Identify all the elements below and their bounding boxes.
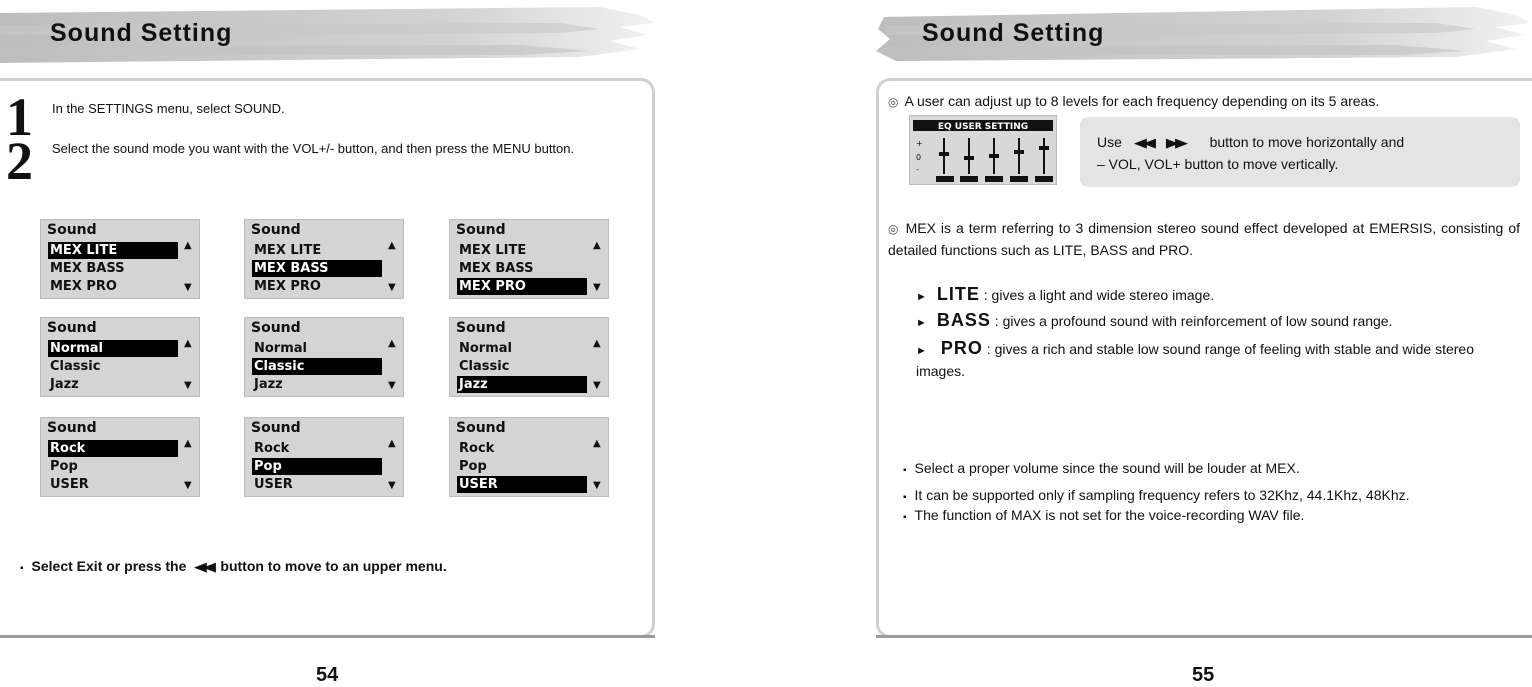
lcd-title: Sound bbox=[251, 420, 301, 436]
bullet-square-icon: ▪ bbox=[903, 465, 907, 476]
circle-bullet-icon: ◎ bbox=[888, 222, 900, 236]
lcd-screen bbox=[244, 317, 404, 397]
lcd-item-selected: Normal bbox=[48, 340, 178, 357]
scroll-up-icon: ▲ bbox=[388, 338, 396, 349]
scroll-up-icon: ▲ bbox=[184, 438, 192, 449]
scroll-up-icon: ▲ bbox=[593, 338, 601, 349]
scroll-down-icon: ▼ bbox=[593, 380, 601, 391]
lcd-item: USER bbox=[254, 477, 293, 492]
lcd-screen bbox=[449, 317, 609, 397]
eq-sliders-graphic bbox=[910, 116, 1056, 184]
section-header bbox=[876, 3, 1532, 67]
exit-note bbox=[20, 558, 447, 575]
mode-lite-desc: : gives a light and wide stereo image. bbox=[983, 287, 1215, 303]
lcd-item-selected: Classic bbox=[252, 358, 382, 375]
lcd-title: Sound bbox=[456, 222, 506, 238]
mode-bass-desc: : gives a profound sound with reinforcement of low sound range. bbox=[994, 313, 1393, 329]
svg-text:-: - bbox=[916, 165, 919, 174]
scroll-down-icon: ▼ bbox=[388, 380, 396, 391]
svg-text:0: 0 bbox=[916, 153, 922, 162]
arrow-bullet-icon: ► bbox=[916, 291, 927, 303]
lcd-screen bbox=[449, 417, 609, 497]
scroll-down-icon: ▼ bbox=[184, 480, 192, 491]
lcd-title: Sound bbox=[47, 320, 97, 336]
lcd-title: Sound bbox=[456, 420, 506, 436]
lcd-item: Classic bbox=[50, 359, 101, 374]
intro-text-body: A user can adjust up to 8 levels for each frequency depending on its 5 areas. bbox=[904, 93, 1380, 109]
scroll-up-icon: ▲ bbox=[593, 438, 601, 449]
note-1-text: Select a proper volume since the sound will be louder at MEX. bbox=[914, 460, 1300, 476]
scroll-up-icon: ▲ bbox=[388, 240, 396, 251]
lcd-item: Jazz bbox=[254, 377, 283, 392]
note-1 bbox=[903, 459, 1300, 480]
page-55 bbox=[766, 0, 1532, 686]
lcd-screen bbox=[244, 219, 404, 299]
page-number: 55 bbox=[1192, 664, 1215, 686]
lcd-item: Rock bbox=[254, 441, 290, 456]
lcd-item-selected: Pop bbox=[252, 458, 382, 475]
lcd-item: USER bbox=[50, 477, 89, 492]
scroll-down-icon: ▼ bbox=[184, 282, 192, 293]
lcd-screen bbox=[40, 317, 200, 397]
bullet-square-icon: ▪ bbox=[903, 512, 907, 523]
note-2 bbox=[903, 486, 1410, 507]
page-title: Sound Setting bbox=[50, 19, 233, 47]
previous-track-icon: ◀◀ bbox=[1133, 135, 1152, 150]
lcd-item-selected: Jazz bbox=[457, 376, 587, 393]
mode-pro-desc: : gives a rich and stable low sound range of feeling with stable and wide stereo images. bbox=[916, 341, 1474, 379]
lcd-item: MEX BASS bbox=[459, 261, 534, 276]
note-3-text: The function of MAX is not set for the voice-recording WAV file. bbox=[914, 507, 1305, 523]
scroll-up-icon: ▲ bbox=[184, 240, 192, 251]
info-line-2: – VOL, VOL+ button to move vertically. bbox=[1097, 156, 1339, 172]
navigation-info-box bbox=[1080, 117, 1520, 187]
exit-note-text-start: Select Exit or press the bbox=[31, 558, 187, 574]
mex-description-text: MEX is a term referring to 3 dimension stereo sound effect developed at EMERSIS, consisting of detailed functions such as LITE, BASS and PRO. bbox=[888, 220, 1520, 258]
page-title: Sound Setting bbox=[922, 19, 1105, 47]
step-2-text: Select the sound mode you want with the VOL+/- button, and then press the MENU button. bbox=[52, 141, 575, 156]
page-54 bbox=[0, 0, 766, 686]
mode-lite-name: LITE bbox=[936, 284, 980, 304]
note-2-text: It can be supported only if sampling frequency refers to 32Khz, 44.1Khz, 48Khz. bbox=[914, 487, 1410, 503]
lcd-title: Sound bbox=[456, 320, 506, 336]
circle-bullet-icon: ◎ bbox=[888, 95, 899, 109]
arrow-bullet-icon: ► bbox=[916, 317, 927, 329]
lcd-item: Classic bbox=[459, 359, 510, 374]
scroll-up-icon: ▲ bbox=[184, 338, 192, 349]
eq-screen-label: EQ USER SETTING bbox=[937, 122, 1029, 132]
lcd-item: Pop bbox=[459, 459, 487, 474]
lcd-item: Rock bbox=[459, 441, 495, 456]
lcd-title: Sound bbox=[47, 420, 97, 436]
lcd-item: MEX PRO bbox=[50, 279, 117, 294]
note-3 bbox=[903, 506, 1304, 527]
intro-text bbox=[888, 91, 1379, 112]
info-line-1-text: button to move horizontally and bbox=[1209, 134, 1405, 150]
mode-pro-name: PRO bbox=[940, 338, 983, 358]
scroll-down-icon: ▼ bbox=[184, 380, 192, 391]
section-header bbox=[0, 3, 660, 67]
scroll-down-icon: ▼ bbox=[388, 282, 396, 293]
scroll-up-icon: ▲ bbox=[388, 438, 396, 449]
lcd-title: Sound bbox=[251, 222, 301, 238]
lcd-item-selected: MEX BASS bbox=[252, 260, 382, 277]
lcd-item: Pop bbox=[50, 459, 78, 474]
lcd-item: Normal bbox=[459, 341, 512, 356]
mex-description bbox=[888, 218, 1520, 261]
lcd-item: Jazz bbox=[50, 377, 79, 392]
lcd-item: MEX LITE bbox=[254, 243, 322, 258]
lcd-screen bbox=[244, 417, 404, 497]
info-use-word: Use bbox=[1097, 134, 1122, 150]
info-line-1 bbox=[1097, 133, 1404, 152]
lcd-item: MEX BASS bbox=[50, 261, 125, 276]
mode-bass-name: BASS bbox=[936, 310, 991, 330]
scroll-down-icon: ▼ bbox=[388, 480, 396, 491]
bullet-square-icon: ▪ bbox=[20, 563, 24, 574]
scroll-up-icon: ▲ bbox=[593, 240, 601, 251]
previous-track-icon: ◀◀ bbox=[194, 559, 213, 574]
next-track-icon: ▶▶ bbox=[1165, 135, 1184, 150]
bullet-square-icon: ▪ bbox=[903, 492, 907, 503]
mode-bass bbox=[916, 310, 1392, 333]
lcd-item-selected: USER bbox=[457, 476, 587, 493]
step-number-1: 1 bbox=[6, 87, 33, 147]
lcd-screen bbox=[40, 219, 200, 299]
lcd-screen bbox=[40, 417, 200, 497]
lcd-item: MEX PRO bbox=[254, 279, 321, 294]
svg-text:+: + bbox=[916, 139, 923, 148]
mode-lite bbox=[916, 284, 1214, 307]
lcd-item: MEX LITE bbox=[459, 243, 527, 258]
mode-pro bbox=[916, 338, 1520, 381]
eq-user-setting-screen bbox=[909, 115, 1057, 185]
lcd-item-selected: MEX PRO bbox=[457, 278, 587, 295]
scroll-down-icon: ▼ bbox=[593, 480, 601, 491]
lcd-title: Sound bbox=[251, 320, 301, 336]
lcd-item: Normal bbox=[254, 341, 307, 356]
exit-note-text-end: button to move to an upper menu. bbox=[220, 558, 447, 574]
lcd-title: Sound bbox=[47, 222, 97, 238]
scroll-down-icon: ▼ bbox=[593, 282, 601, 293]
lcd-item-selected: Rock bbox=[48, 440, 178, 457]
step-1-text: In the SETTINGS menu, select SOUND. bbox=[52, 101, 285, 116]
lcd-screen bbox=[449, 219, 609, 299]
page-number: 54 bbox=[316, 664, 339, 686]
lcd-item-selected: MEX LITE bbox=[48, 242, 178, 259]
arrow-bullet-icon: ► bbox=[916, 345, 927, 357]
step-number-2: 2 bbox=[6, 131, 33, 191]
